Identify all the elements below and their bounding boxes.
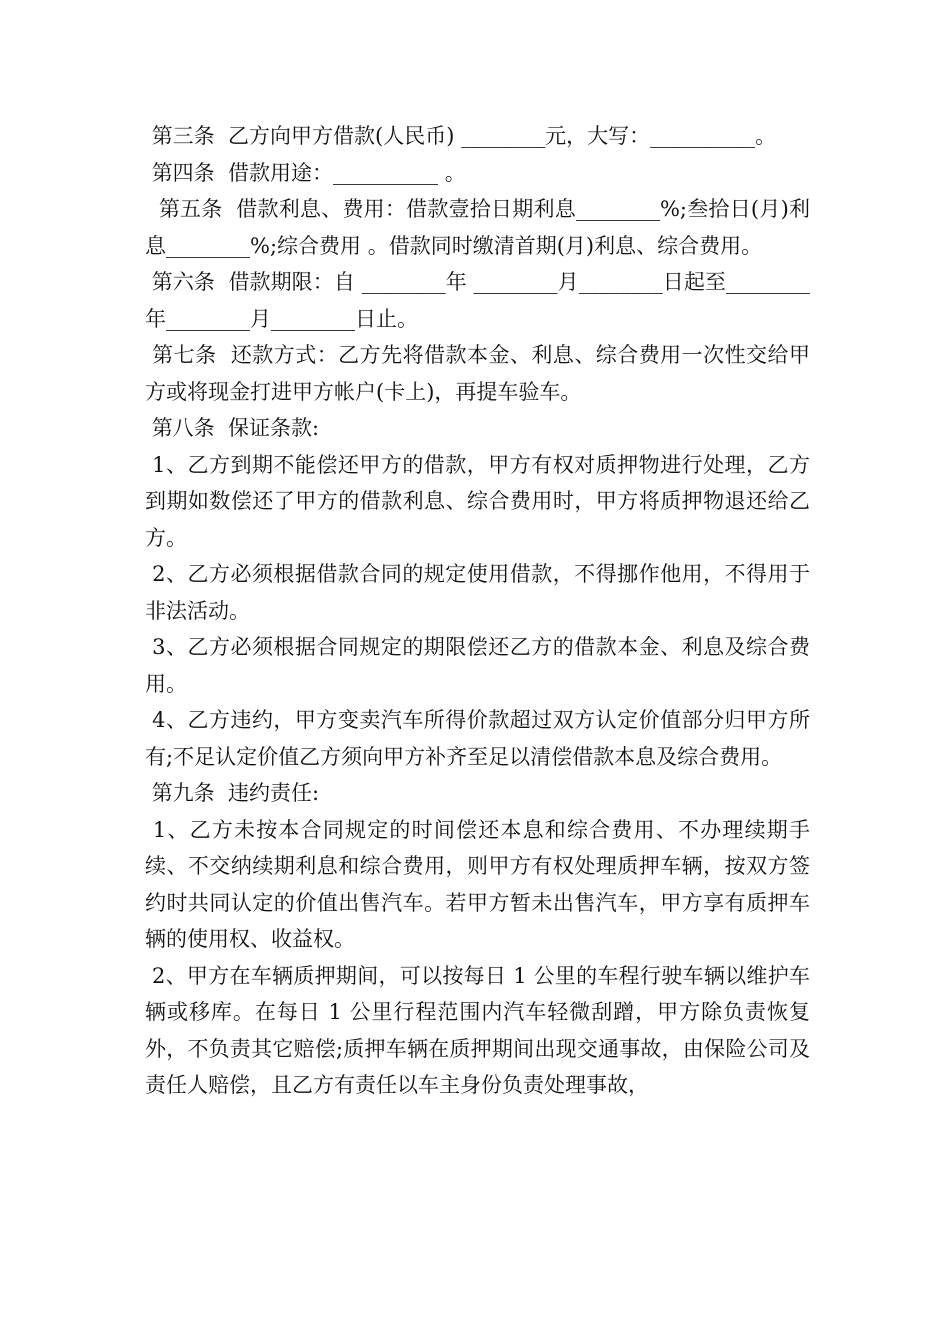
article-9-clause-1: 1、乙方未按本合同规定的时间偿还本息和综合费用、不办理续期手续、不交纳续期利息和综合费用，则甲方有权处理质押车辆，按双方签约时共同认定的价值出售汽车。若甲方暂未出售汽车，甲方享有质押车辆的使用权、收益权。	[145, 817, 810, 951]
article-4-loan-purpose: 第四条 借款用途：__________ 。	[145, 160, 466, 185]
article-8-clause-2: 2、乙方必须根据借款合同的规定使用借款，不得挪作他用，不得用于非法活动。	[145, 562, 811, 623]
contract-body	[145, 118, 810, 1104]
article-3-loan-amount: 第三条 乙方向甲方借款(人民币) ________元，大写：__________。	[145, 124, 777, 148]
article-8-clause-4: 4、乙方违约，甲方变卖汽车所得价款超过双方认定价值部分归甲方所有;不足认定价值乙方须向甲方补齐至足以清偿借款本息及综合费用。	[145, 708, 811, 769]
article-8-heading: 第八条 保证条款:	[145, 416, 320, 440]
article-8-clause-1: 1、乙方到期不能偿还甲方的借款，甲方有权对质押物进行处理，乙方到期如数偿还了甲方的借款利息、综合费用时，甲方将质押物退还给乙方。	[145, 452, 811, 550]
article-5-interest-fees: 第五条 借款利息、费用：借款壹拾日期利息________%;叁拾日(月)利息________%;综合费用 。借款同时缴清首期(月)利息、综合费用。	[145, 197, 810, 258]
article-8-clause-3: 3、乙方必须根据合同规定的期限偿还乙方的借款本金、利息及综合费用。	[145, 635, 811, 696]
article-7-repayment-method: 第七条 还款方式：乙方先将借款本金、利息、综合费用一次性交给甲方或将现金打进甲方帐户(卡上)，再提车验车。	[145, 343, 810, 404]
article-9-clause-2: 2、甲方在车辆质押期间，可以按每日 1 公里的车程行驶车辆以维护车辆或移库。在每日 1 公里行程范围内汽车轻微刮蹭，甲方除负责恢复外，不负责其它赔偿;质押车辆在质押期间出现交通事故，由保险公司及责任人赔偿，且乙方有责任以车主身份负责处理事故，	[145, 963, 810, 1097]
article-6-loan-term: 第六条 借款期限：自 ________年 ________月________日起至________年________月________日止。	[145, 270, 810, 331]
article-9-heading: 第九条 违约责任:	[145, 781, 320, 805]
